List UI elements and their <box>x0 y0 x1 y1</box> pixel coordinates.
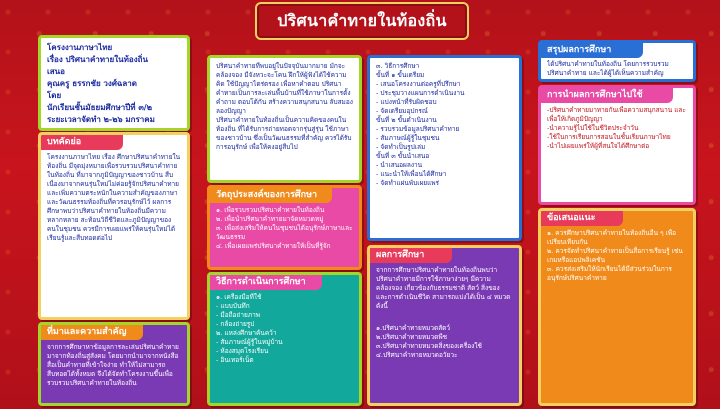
steps-card <box>367 55 522 241</box>
summary-text: ได้ปริศนาคำทายในท้องถิ่น โดยการรวบรวมปริศนาคำทาย และได้ผู้ได้เห็นความสำคัญ <box>547 60 669 77</box>
abstract-text: โครงงานภาษาไทย เรื่อง ศึกษาปริศนาคำทายในท้องถิ่น มีจุดมุ่งหมายเพื่อรวบรวมปริศนาคำทายในท้องถิ่น ที่มาจากภูมิปัญญาของชาวบ้าน สืบเนื่องมาจากคนรุ่นใหม่ไม่ค่อยรู้จักปริศนาคำทาย และเพิ่มความตระหนักในความสำคัญของภาษาและวัฒนธรรมท้องถิ่นที่ควรอนุรักษ์ไว้ ผลการศึกษาพบว่าปริศนาคำทายในท้องถิ่นมีความหลากหลาย สะท้อนวิถีชีวิตและภูมิปัญญาของคนในชุมชน ควรมีการเผยแพร่ให้คนรุ่นใหม่ได้เรียนรู้และสืบทอดต่อไป <box>47 153 181 242</box>
application-header: การนำผลการศึกษาไปใช้ <box>541 88 673 103</box>
objective-item: ๒. เพื่อนำปริศนาคำทายมาจัดหมวดหมู่ <box>216 215 324 223</box>
objective-item: ๓. เพื่อส่งเสริมให้คนในชุมชนได้อนุรักษ์ภาษาและวัฒนธรรม <box>216 224 353 241</box>
abstract-header: บทคัดย่อ <box>41 135 123 150</box>
step-item: - แนะนำให้เพื่อนได้ศึกษา <box>376 170 447 178</box>
project-info-card <box>38 35 190 131</box>
project-info-line: เสนอ <box>47 67 65 76</box>
title-banner <box>255 2 469 40</box>
objectives-card <box>207 185 362 270</box>
suggestion-text: ๑. ควรศึกษาปริศนาคำทายในท้องถิ่นอื่น ๆ เพื่อเปรียบเทียบกัน ๒. ควรจัดทำปริศนาคำทายเป็นสื่อการเรียนรู้ เช่น เกมหรือแอปพลิเคชัน ๓. ควรส่งเสริมให้นักเรียนได้มีส่วนร่วมในการอนุรักษ์ปริศนาคำทาย <box>547 229 683 282</box>
step-item: - แบ่งหน้าที่รับผิดชอบ <box>376 98 437 106</box>
suggestion-card <box>538 208 696 406</box>
intro-card <box>207 55 362 183</box>
step-item: - เสนอโครงงานต่อครูที่ปรึกษา <box>376 80 461 88</box>
step-item: - จัดทำแผ่นพับเผยแพร่ <box>376 179 440 187</box>
objectives-header: วัตถุประสงค์ของการศึกษา <box>210 188 332 203</box>
background-card <box>38 322 190 406</box>
abstract-card <box>38 132 190 320</box>
result-item: ๓.ปริศนาคำทายหมวดสิ่งของเครื่องใช้ <box>376 342 482 350</box>
results-card <box>367 245 522 406</box>
step-item: - สัมภาษณ์ผู้รู้ในชุมชน <box>376 134 440 142</box>
project-info-line: เรื่อง ปริศนาคำทายในท้องถิ่น <box>47 55 148 64</box>
objectives-list <box>216 206 353 265</box>
results-list <box>376 324 513 401</box>
background-text: จากการศึกษาหาข้อมูลการละเล่นปริศนาคำทาย มาจากท้องถิ่นสู่สังคม โดยมากนำมาจากหนังสือ สื่อเป็นคำทายที่เข้าใจง่าย ทำให้ไม่สามารถสืบทอดได้ทั้งหมด จึงได้จัดทำโครงงานขึ้นเพื่อรวบรวมปริศนาคำทายในท้องถิ่น <box>47 343 179 387</box>
results-text: จากการศึกษาปริศนาคำทายในท้องถิ่นพบว่าปริศนาคำทายมีการใช้ภาษาง่ายๆ มีความคล้องจอง เกี่ยวข้องกับธรรมชาติ สัตว์ สิ่งของ และการดำเนินชีวิต สามารถแบ่งได้เป็น ๔ หมวด ดังนี้ <box>376 266 511 310</box>
application-text: -ปริศนาคำทายมาทายกันเพื่อความสนุกสนาน และเพื่อให้เกิดภูมิปัญญา -นำความรู้ไปใช้ในชีวิตประจำวัน -ใช้ในการเรียนการสอนในชั้นเรียนภาษาไทย -นำไปเผยแพร่ให้ผู้ที่สนใจได้ศึกษาต่อ <box>547 106 686 150</box>
project-info-line: โดย <box>47 91 62 100</box>
step-item: - จัดทำเป็นรูปเล่ม <box>376 143 426 151</box>
project-info-lines <box>47 42 181 126</box>
method-item: - สัมภาษณ์ผู้รู้ในหมู่บ้าน <box>216 338 283 346</box>
objective-item: ๔. เพื่อเผยแพร่ปริศนาคำทายให้เป็นที่รู้จัก <box>216 242 331 250</box>
suggestion-header: ข้อเสนอแนะ <box>541 211 623 226</box>
step-item: - นำเสนอผลงาน <box>376 161 423 169</box>
results-header: ผลการศึกษา <box>370 248 452 263</box>
method-item: - อินเทอร์เน็ต <box>216 356 254 364</box>
steps-list <box>376 62 513 235</box>
objective-item: ๑. เพื่อรวบรวมปริศนาคำทายในท้องถิ่น <box>216 206 325 214</box>
method-item: - กล้องถ่ายรูป <box>216 320 255 328</box>
project-info-line: นักเรียนชั้นมัธยมศึกษาปีที่ ๓/๒ <box>47 103 153 112</box>
step-item: ขั้นที่ ๑ ขั้นเตรียม <box>376 71 425 79</box>
background-header: ที่มาและความสำคัญ <box>41 325 143 340</box>
method-card <box>207 272 362 406</box>
method-item: - แบบบันทึก <box>216 302 250 310</box>
method-item: - ห้องสมุดโรงเรียน <box>216 347 269 355</box>
result-item: ๒.ปริศนาคำทายหมวดพืช <box>376 333 448 341</box>
step-item: - จัดเตรียมอุปกรณ์ <box>376 107 428 115</box>
method-item: - มือถือถ่ายภาพ <box>216 311 261 319</box>
method-list <box>216 293 353 401</box>
result-item: ๑.ปริศนาคำทายหมวดสัตว์ <box>376 324 451 332</box>
project-info-line: โครงงานภาษาไทย <box>47 43 113 52</box>
page-title: ปริศนาคำทายในท้องถิ่น <box>277 10 447 30</box>
step-item: - รวบรวมข้อมูลปริศนาคำทาย <box>376 125 460 133</box>
summary-card <box>538 40 696 82</box>
step-item: - ประชุมวางแผนการดำเนินงาน <box>376 89 465 97</box>
method-item: ๑. เครื่องมือที่ใช้ <box>216 293 262 301</box>
step-item: ขั้นที่ ๓ ขั้นนำเสนอ <box>376 152 430 160</box>
method-header: วิธีการดำเนินการศึกษา <box>210 275 322 290</box>
result-item: ๔.ปริศนาคำทายหมวดอวัยวะ <box>376 351 458 359</box>
step-item: ๓. วิธีการศึกษา <box>376 62 420 70</box>
step-item: ขั้นที่ ๒ ขั้นดำเนินงาน <box>376 116 437 124</box>
intro-text: ปริศนาคำทายที่พบอยู่ในปัจจุบันมากมาย มักจะคล้องจอง มีจังหวะจะโคน ฝึกให้ผู้ฟังได้ใช้ความคิด ใช้ปัญญาไตร่ตรอง เพื่อหาคำตอบ ปริศนาคำทายเป็นการละเล่นพื้นบ้านที่ใช้ภาษาในการตั้งคำถาม ตอบโต้กัน สร้างความสนุกสนาน ลับสมองลองปัญญา ปริศนาคำทายในท้องถิ่นเป็นความคิดของคนในท้องถิ่น ที่ได้รับการถ่ายทอดจากรุ่นสู่รุ่น ใช้ภาษาของชาวบ้าน ซึ่งเป็นวัฒนธรรมที่สำคัญ ควรได้รับการอนุรักษ์ เพื่อให้คงอยู่สืบไป <box>216 62 353 151</box>
summary-header: สรุปผลการศึกษา <box>541 43 643 58</box>
application-card <box>538 85 696 205</box>
project-info-line: คุณครู ธรรกชัย วงศ์ฉลาด <box>47 79 137 88</box>
project-info-line: ระยะเวลาจัดทำ ๒-๒๖ มกราคม <box>47 115 155 124</box>
method-item: ๒. แหล่งศึกษาค้นคว้า <box>216 329 277 337</box>
